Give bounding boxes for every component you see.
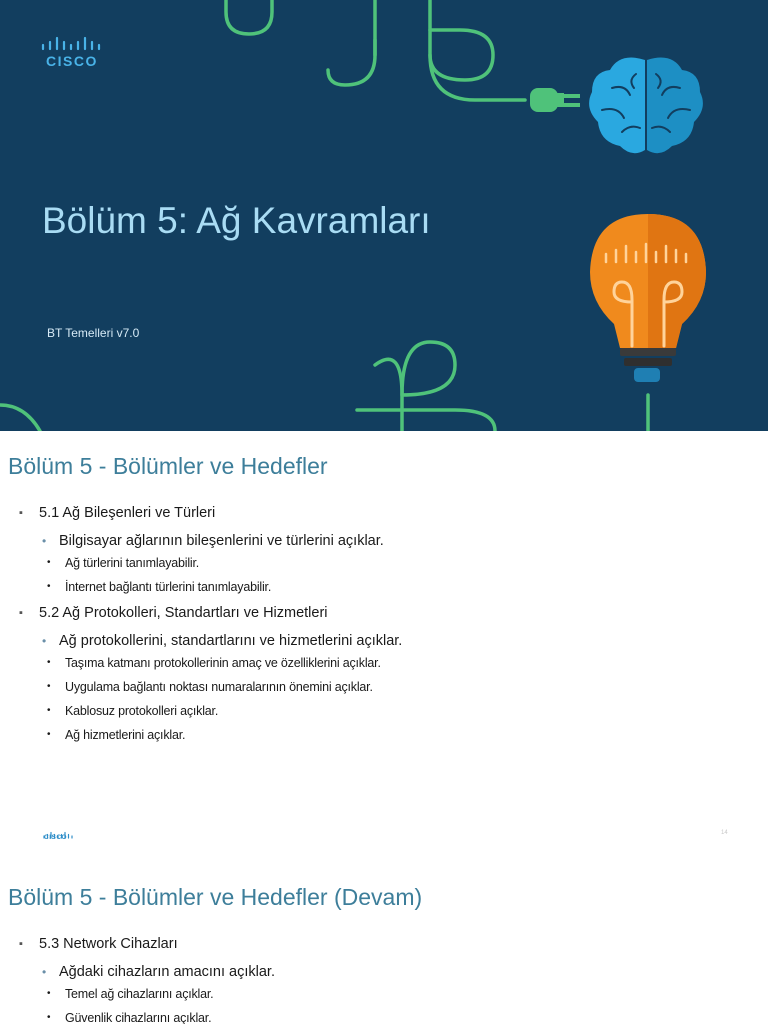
dot-bullet-icon: • (47, 657, 51, 668)
subtitle: BT Temelleri v7.0 (47, 326, 140, 340)
square-bullet-icon: ▪ (19, 607, 23, 619)
list-item: • Ağ türlerini tanımlayabilir. (47, 556, 200, 570)
light-bulb-icon (590, 214, 706, 382)
slide-heading: Bölüm 5 - Bölümler ve Hedefler (Devam) (8, 884, 423, 910)
list-item: • Kablosuz protokolleri açıklar. (47, 704, 219, 718)
dot-bullet-icon: • (47, 581, 51, 592)
page-number: 14 (721, 830, 728, 836)
dot-bullet-icon: • (47, 1012, 51, 1023)
list-item: • Güvenlik cihazlarını açıklar. (47, 1011, 212, 1024)
square-bullet-icon: ▪ (19, 507, 23, 519)
dot-bullet-icon: • (47, 988, 51, 999)
cisco-bars-icon (40, 36, 110, 52)
list-item: • Ağ hizmetlerini açıklar. (47, 728, 186, 742)
section-objective: • Ağdaki cihazların amacını açıklar. (42, 964, 275, 980)
objectives-list (0, 503, 760, 751)
section-objective: • Bilgisayar ağlarının bileşenlerini ve türlerini açıklar. (42, 533, 384, 549)
list-item: • İnternet bağlantı türlerini tanımlayabilir. (47, 580, 272, 594)
dot-bullet-icon: • (42, 634, 47, 648)
page-title: Bölüm 5: Ağ Kavramları (42, 200, 431, 241)
square-bullet-icon: ▪ (19, 938, 23, 950)
section-title: ▪ 5.3 Network Cihazları (19, 936, 178, 952)
dot-bullet-icon: • (47, 729, 51, 740)
dot-bullet-icon: • (47, 681, 51, 692)
cisco-logo (40, 36, 110, 72)
dot-bullet-icon: • (42, 965, 47, 979)
brain-icon (589, 58, 703, 154)
objectives-slide-continued (0, 856, 768, 1024)
dot-bullet-icon: • (47, 705, 51, 716)
slide-heading: Bölüm 5 - Bölümler ve Hedefler (8, 453, 328, 479)
dot-bullet-icon: • (42, 534, 47, 548)
section-objective: • Ağ protokollerini, standartlarını ve hizmetlerini açıklar. (42, 633, 403, 649)
list-item: • Uygulama bağlantı noktası numaralarının önemini açıklar. (47, 680, 373, 694)
dot-bullet-icon: • (47, 557, 51, 568)
list-item: • Temel ağ cihazlarını açıklar. (47, 987, 214, 1001)
footer-cisco-logo (42, 826, 74, 844)
logo-text: CISCO (44, 834, 68, 841)
plug-icon (530, 88, 580, 112)
section-title: ▪ 5.2 Ağ Protokolleri, Standartları ve Hizmetleri (19, 605, 328, 621)
list-item: • Taşıma katmanı protokollerinin amaç ve özelliklerini açıklar. (47, 656, 381, 670)
title-slide (0, 0, 768, 431)
objectives-list (0, 934, 760, 1024)
section-title: ▪ 5.1 Ağ Bileşenleri ve Türleri (19, 505, 216, 521)
logo-text: CISCO (46, 53, 98, 69)
objectives-slide (0, 431, 768, 856)
